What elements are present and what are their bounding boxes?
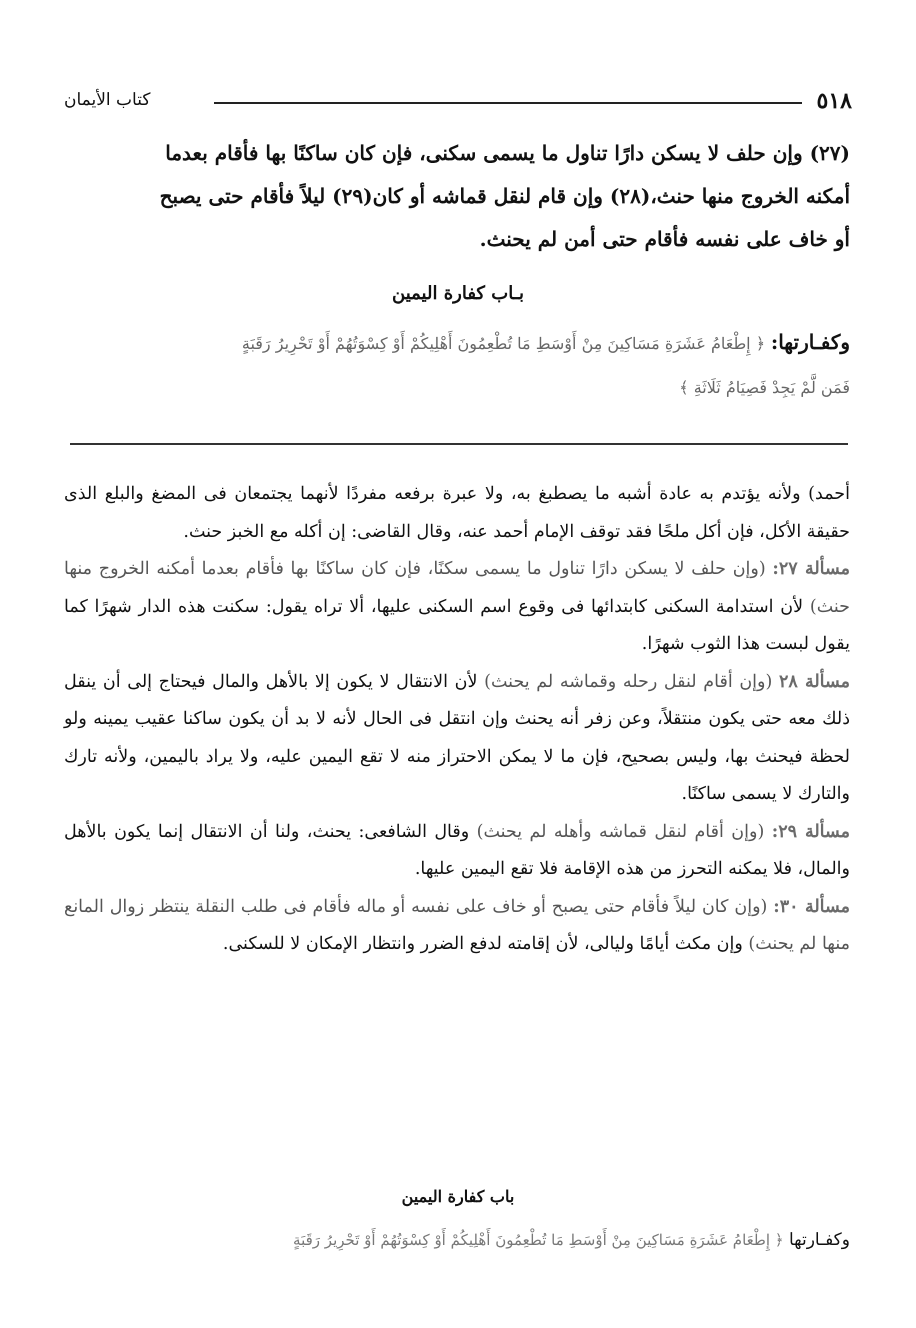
- masala-label: مسألة ٢٨: [778, 671, 851, 692]
- matn-line: أو خاف على نفسه فأقام حتى أمن لم يحنث.: [479, 227, 850, 251]
- matn-line: أمكنه الخروج منها حنث،(٢٨) وإن قام لنقل قماشه أو كان(٢٩) ليلاً فأقام حتى يصبح: [159, 184, 850, 208]
- quran-verse: ﴿ إِطْعَامُ عَشَرَةِ مَسَاكِينَ مِنْ أَوْسَطِ مَا تُطْعِمُونَ أَهْلِيكُمْ أَوْ كِسْوَتُهُمْ أَوْ تَحْرِيرُ رَقَبَةٍ: [241, 334, 766, 353]
- quran-verse: ﴿ إِطْعَامُ عَشَرَةِ مَسَاكِينَ مِنْ أَوْسَطِ مَا تُطْعِمُونَ أَهْلِيكُمْ أَوْ كِسْوَتُهُمْ أَوْ تَحْرِيرُ رَقَبَةٍ: [293, 1231, 784, 1249]
- kaffara-label: وكفـارتها:: [770, 330, 850, 354]
- matn-text: [64, 132, 850, 261]
- masala-label: مسألة ٣٠:: [773, 896, 850, 917]
- masala-quote: (وإن أقام لنقل رحله وقماشه لم يحنث): [484, 671, 773, 692]
- masala-quote: (وإن كان ليلاً فأقام حتى يصبح أو خاف على نفسه أو ماله فأقام فى طلب النقلة ينتظر زوال المانع منها لم يحنث): [64, 896, 850, 954]
- masala-text: وقال الشافعى: يحنث، ولنا أن الانتقال إنما يكون بالأهل والمال، فلا يمكنه التحرز من هذه الإقامة فلا تقع اليمين عليها.: [64, 821, 850, 879]
- quran-verse-continued: فَمَن لَّمْ يَجِدْ فَصِيَامُ ثَلَاثَةِ ﴾: [679, 378, 850, 397]
- masala-27: [64, 551, 850, 664]
- kaffara-verse-2: [64, 1222, 850, 1258]
- masala-text: وإن مكث أيامًا وليالى، لأن إقامته لدفع الضرر وانتظار الإمكان لا للسكنى.: [222, 934, 743, 954]
- page-header: [64, 88, 852, 120]
- masala-28: [64, 664, 850, 814]
- matn-line: (٢٧) وإن حلف لا يسكن دارًا تناول ما يسمى سكنى، فإن كان ساكنًا بها فأقام بعدما: [165, 141, 850, 165]
- page-number: ٥١٨: [816, 88, 852, 114]
- masala-text: لأن الانتقال لا يكون إلا بالأهل والمال فيحتاج إلى أن ينقل ذلك معه حتى يكون منتقلاً، وعن زفر أنه يحنث وإن انتقل فى الحال لأنه لا بد أن يكون ساكنا عقيب يمينه ولو لحظة فيحنث بها، وليس بصحيح، فإن ما لا يمكن الاحتراز منه لا تقع اليمين عليه، ولا يراد باليمين، ولأنه تارك والتارك لا يسمى ساكنًا.: [64, 671, 850, 804]
- header-rule: [214, 102, 802, 104]
- commentary-paragraph: أحمد) ولأنه يؤتدم به عادة أشبه ما يصطبغ به، ولا عبرة برفعه مفردًا لأنهما يجتمعان فى المضغ والبلع الذى حقيقة الأكل، فإن أكل ملحًا فقد توقف الإمام أحمد عنه، وقال القاضى: إن أكله مع الخبز حنث.: [64, 484, 850, 542]
- kaffara-verse: [64, 320, 850, 410]
- footnote-divider: [70, 443, 848, 445]
- running-title: كتاب الأيمان: [64, 90, 151, 110]
- masala-label: مسألة ٢٧:: [772, 559, 850, 579]
- masala-label: مسألة ٢٩:: [771, 821, 850, 842]
- masala-30: [64, 889, 850, 964]
- masala-29: [64, 814, 850, 889]
- commentary: [64, 476, 850, 964]
- chapter-heading: بـاب كفارة اليمين: [392, 283, 524, 304]
- masala-text: لأن استدامة السكنى كابتدائها فى وقوع اسم السكنى عليها، ألا تراه يقول: سكنت هذه الدار شهرًا كما يقول لبست هذا الثوب شهرًا.: [64, 596, 850, 654]
- masala-quote: (وإن حلف لا يسكن دارًا تناول ما يسمى سكنًا، فإن كان ساكنًا بها فأقام بعدما أمكنه الخروج منها حنث): [64, 559, 850, 617]
- masala-quote: (وإن أقام لنقل قماشه وأهله لم يحنث): [476, 821, 765, 842]
- kaffara-label: وكفـارتها: [788, 1230, 850, 1250]
- chapter-heading-2: باب كفارة اليمين: [401, 1187, 515, 1206]
